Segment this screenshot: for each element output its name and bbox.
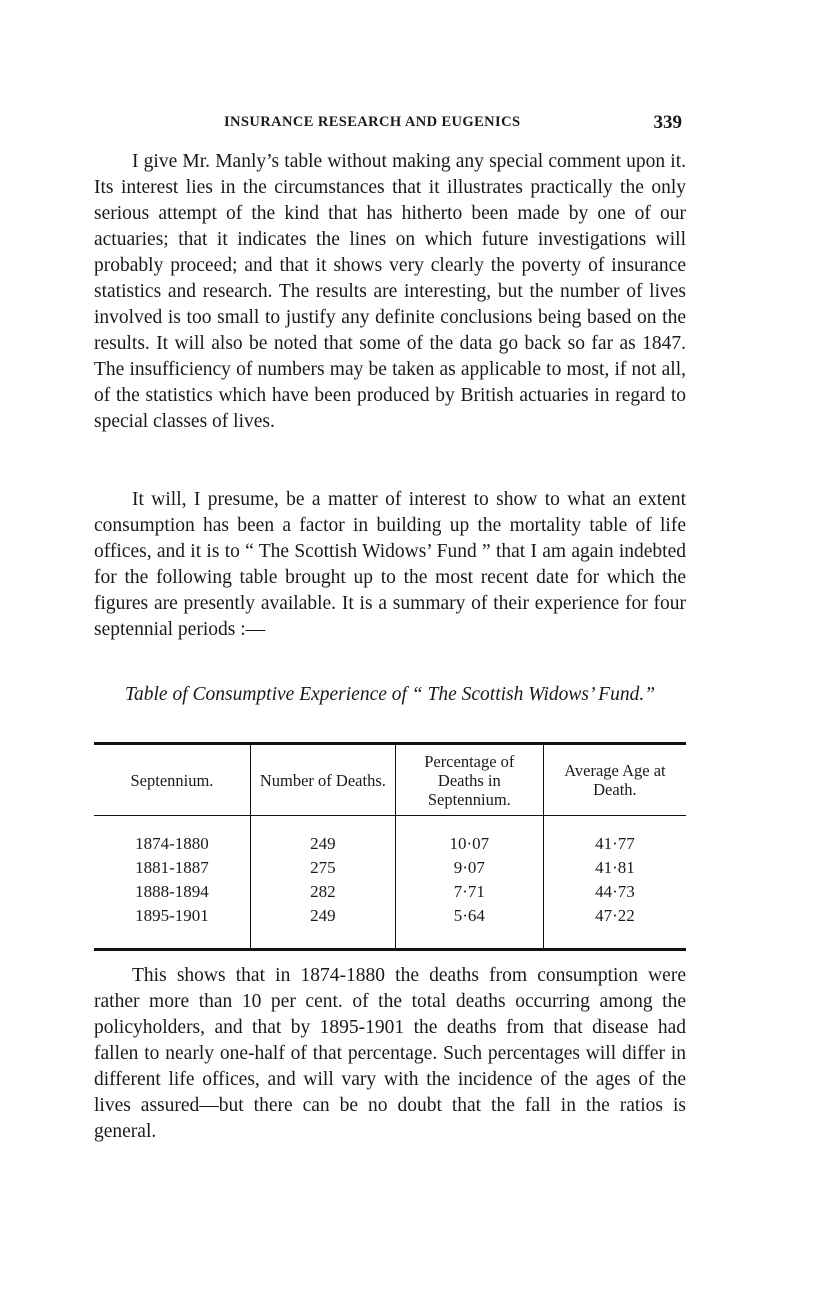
cell-average-age: 47·22 xyxy=(543,904,686,950)
cell-septennium: 1888-1894 xyxy=(135,882,209,901)
table-header-row xyxy=(94,744,686,816)
consumptive-experience-table xyxy=(94,742,686,951)
header-percentage-of-deaths: Percentage of Deaths in Septennium. xyxy=(395,744,543,816)
table-row xyxy=(94,880,686,904)
header-septennium: Septennium. xyxy=(94,744,250,816)
cell-deaths: 275 xyxy=(250,856,395,880)
cell-deaths: 249 xyxy=(250,816,395,857)
cell-percentage: 10·07 xyxy=(395,816,543,857)
table-row xyxy=(94,904,686,950)
page-number: 339 xyxy=(653,112,682,133)
header-number-of-deaths: Number of Deaths. xyxy=(250,744,395,816)
cell-average-age: 44·73 xyxy=(543,880,686,904)
cell-septennium: 1874-1880 xyxy=(135,834,209,853)
header-average-age: Average Age at Death. xyxy=(543,744,686,816)
cell-percentage: 5·64 xyxy=(395,904,543,950)
cell-average-age: 41·81 xyxy=(543,856,686,880)
cell-deaths: 282 xyxy=(250,880,395,904)
cell-septennium: 1895-1901 xyxy=(135,906,209,925)
table-caption: Table of Consumptive Experience of “ The Scottish Widows’ Fund.” xyxy=(124,684,656,705)
running-head xyxy=(94,112,686,136)
cell-deaths: 249 xyxy=(250,904,395,950)
running-title: INSURANCE RESEARCH AND EUGENICS xyxy=(224,114,521,130)
paragraph-2: It will, I presume, be a matter of interest to show to what an extent consumption has been a factor in building up the mortality table of life offices, and it is to “ The Scottish Widows’ Fund ” that I am again indebted for the following table brought up to the most recent date for which the figures are presently available. It is a summary of their experience for four septennial periods :— xyxy=(94,489,686,640)
cell-septennium: 1881-1887 xyxy=(135,858,209,877)
paragraph-1: I give Mr. Manly’s table without making any special comment upon it. Its interest lies in the circumstances that it illustrates practically the only serious attempt of the kind that has hitherto been made by one of our actuaries; that it indicates the lines on which future investigations will probably proceed; and that it shows very clearly the poverty of insurance statistics and research. The results are interesting, but the number of lives involved is too small to justify any definite conclusions being based on the results. It will also be noted that some of the data go back so far as 1847. The insufficiency of numbers may be taken as applicable to most, if not all, of the statistics which have been produced by British actuaries in regard to special classes of lives. xyxy=(94,151,686,432)
cell-percentage: 9·07 xyxy=(395,856,543,880)
table-row xyxy=(94,856,686,880)
paragraph-3: This shows that in 1874-1880 the deaths from consumption were rather more than 10 per cent. of the total deaths occurring among the policyholders, and that by 1895-1901 the deaths from that disease had fallen to nearly one-half of that percentage. Such percentages will differ in different life offices, and will vary with the incidence of the ages of the lives assured—but there can be no doubt that the fall in the ratios is general. xyxy=(94,965,686,1142)
cell-average-age: 41·77 xyxy=(543,816,686,857)
cell-percentage: 7·71 xyxy=(395,880,543,904)
table-row xyxy=(94,816,686,857)
